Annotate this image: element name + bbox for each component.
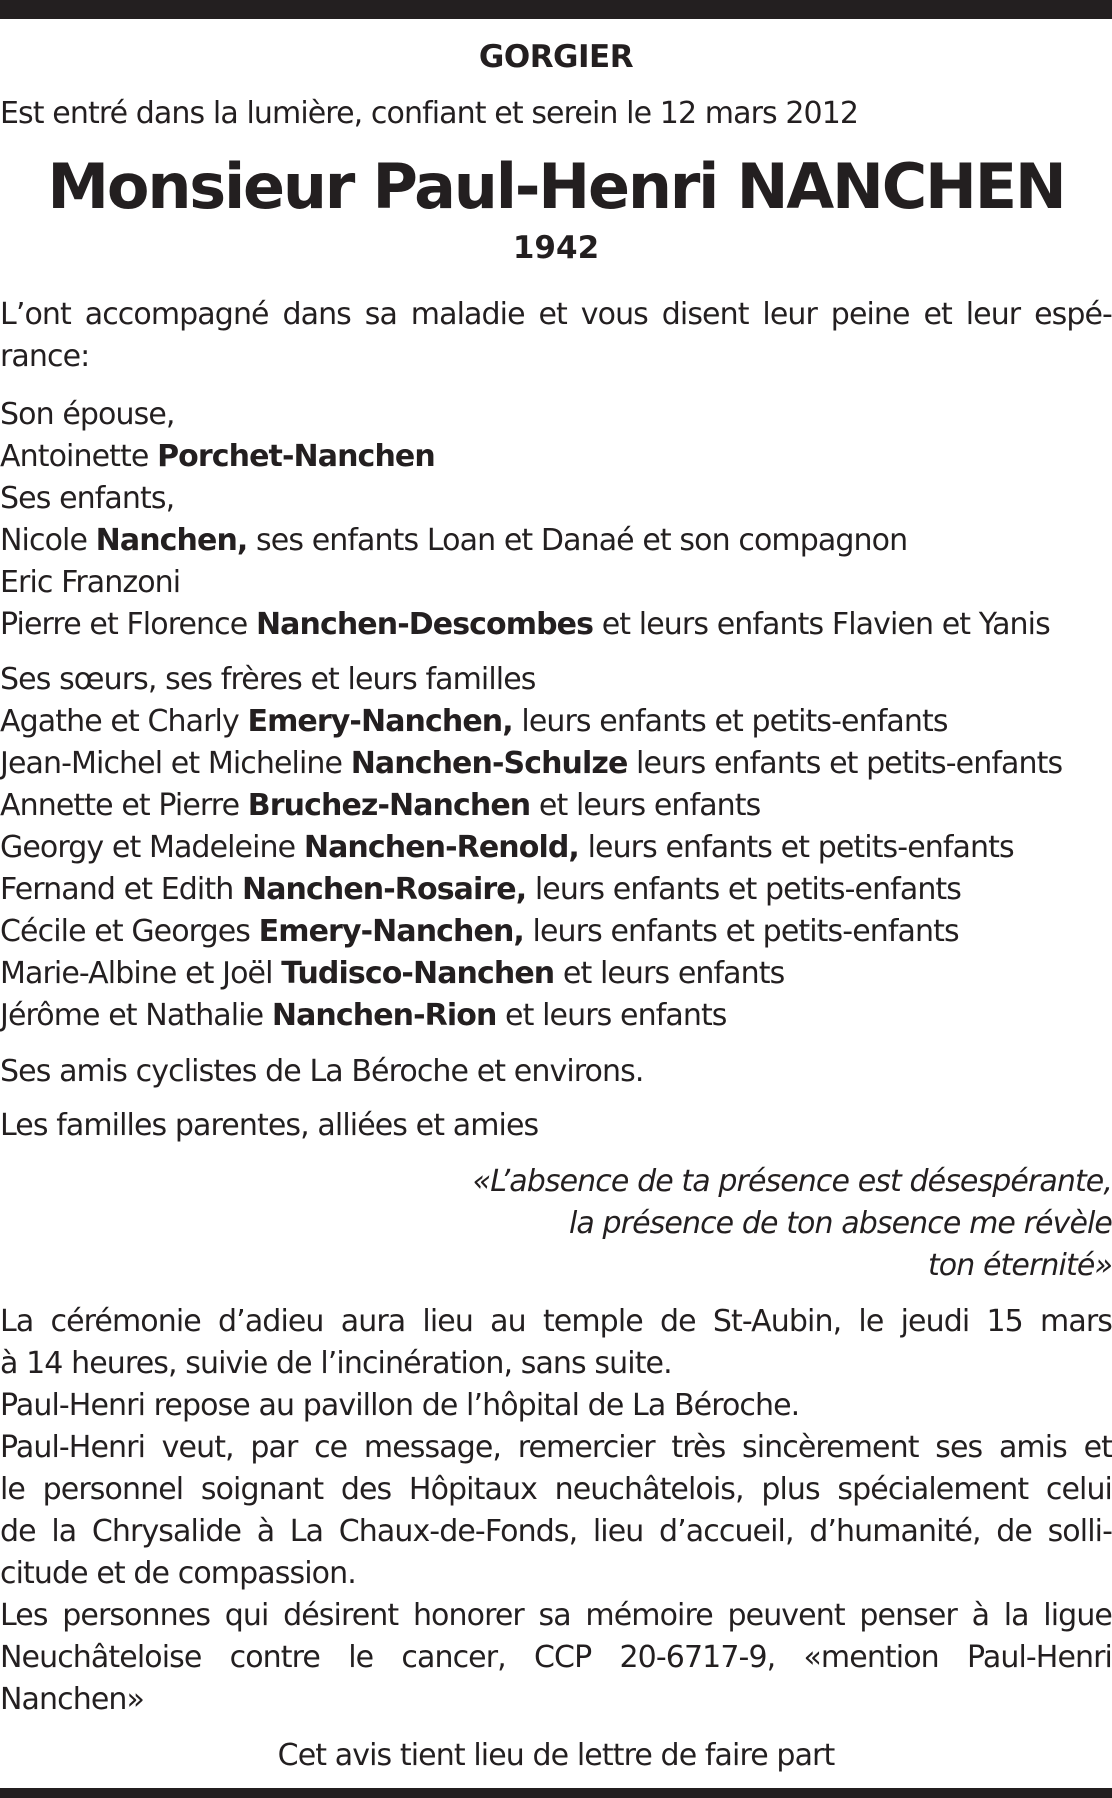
bottom-rule [0,1788,1112,1798]
sibling-first-names: Marie-Albine et Joël [0,956,282,991]
notice-footer: Cet avis tient lieu de lettre de faire part [277,1738,835,1773]
spouse-entry [0,436,435,478]
child-partner: Eric Franzoni [0,565,181,600]
sibling-last-name: Emery-Nanchen, [258,914,524,949]
sibling-rest: et leurs enfants [530,788,761,823]
sibling-first-names: Jean-Michel et Micheline [0,746,351,781]
child-last-name: Nanchen, [95,523,248,558]
ceremony-line: Paul-Henri repose au pavillon de l’hôpital de La Béroche. [0,1388,800,1423]
ceremony-line: à 14 heures, suivie de l’incinération, sans suite. [0,1346,672,1381]
spouse-first-name: Antoinette [0,439,158,474]
accompaniment-line-2: rance: [0,339,90,374]
place-heading: GORGIER [478,39,634,75]
sibling-entry [0,911,959,953]
ceremony-line: Paul-Henri veut, par ce message, remercier très sincèrement ses amis et [0,1430,1112,1465]
sibling-entry [0,953,784,995]
intro-line: Est entré dans la lumière, confiant et serein le 12 mars 2012 [0,96,859,131]
sibling-last-name: Bruchez-Nanchen [247,788,531,823]
child-first-name: Nicole [0,523,96,558]
ceremony-line: de la Chrysalide à La Chaux-de-Fonds, lieu d’accueil, d’humanité, de solli- [0,1514,1112,1549]
sibling-rest: leurs enfants et petits-enfants [526,872,962,907]
sibling-rest: leurs enfants et petits-enfants [512,704,948,739]
child-entry-1 [0,520,907,562]
top-rule [0,0,1112,19]
siblings-label: Ses sœurs, ses frères et leurs familles [0,662,536,697]
child-rest: et leurs enfants Flavien et Yanis [593,607,1050,642]
sibling-first-names: Jérôme et Nathalie [0,998,272,1033]
friends-line: Ses amis cyclistes de La Béroche et environs. [0,1054,644,1089]
sibling-rest: leurs enfants et petits-enfants [523,914,959,949]
child-entry-2 [0,604,1050,646]
sibling-entry [0,743,1062,785]
sibling-entry [0,995,727,1037]
sibling-first-names: Agathe et Charly [0,704,248,739]
ceremony-line: le personnel soignant des Hôpitaux neuchâtelois, plus spécialement celui [0,1472,1112,1507]
sibling-last-name: Nanchen-Schulze [350,746,628,781]
ceremony-line: Les personnes qui désirent honorer sa mémoire peuvent penser à la ligue [0,1598,1112,1633]
sibling-entry [0,701,948,743]
children-label: Ses enfants, [0,481,175,516]
sibling-rest: leurs enfants et petits-enfants [627,746,1063,781]
sibling-rest: et leurs enfants [554,956,785,991]
child-last-name: Nanchen-Descombes [255,607,594,642]
ceremony-line: citude et de compassion. [0,1556,356,1591]
spouse-label: Son épouse, [0,397,175,432]
sibling-entry [0,827,1014,869]
sibling-first-names: Georgy et Madeleine [0,830,304,865]
sibling-last-name: Nanchen-Rosaire, [241,872,527,907]
sibling-last-name: Emery-Nanchen, [247,704,513,739]
ceremony-line: Neuchâteloise contre le cancer, CCP 20-6717-9, «mention Paul-Henri [0,1640,1112,1675]
sibling-last-name: Nanchen-Rion [271,998,497,1033]
sibling-first-names: Fernand et Edith [0,872,242,907]
quote-line-1: «L’absence de ta présence est désespérante, [472,1164,1112,1199]
sibling-entry [0,785,760,827]
sibling-last-name: Tudisco-Nanchen [281,956,555,991]
child-first-name: Pierre et Florence [0,607,256,642]
sibling-rest: et leurs enfants [496,998,727,1033]
sibling-first-names: Cécile et Georges [0,914,259,949]
sibling-rest: leurs enfants et petits-enfants [578,830,1014,865]
quote-line-3: ton éternité» [927,1248,1112,1283]
ceremony-line: Nanchen» [0,1682,144,1717]
spouse-last-name: Porchet-Nanchen [157,439,435,474]
child-rest: ses enfants Loan et Danaé et son compagnon [247,523,908,558]
quote-line-2: la présence de ton absence me révèle [568,1206,1112,1241]
deceased-name: Monsieur Paul-Henri NANCHEN [47,150,1065,223]
families-line: Les familles parentes, alliées et amies [0,1108,539,1143]
sibling-last-name: Nanchen-Renold, [303,830,579,865]
ceremony-line: La cérémonie d’adieu aura lieu au temple de St-Aubin, le jeudi 15 mars [0,1304,1112,1339]
sibling-first-names: Annette et Pierre [0,788,248,823]
accompaniment-line-1: L’ont accompagné dans sa maladie et vous disent leur peine et leur espé- [0,297,1112,332]
sibling-entry [0,869,961,911]
birth-year: 1942 [512,230,600,266]
